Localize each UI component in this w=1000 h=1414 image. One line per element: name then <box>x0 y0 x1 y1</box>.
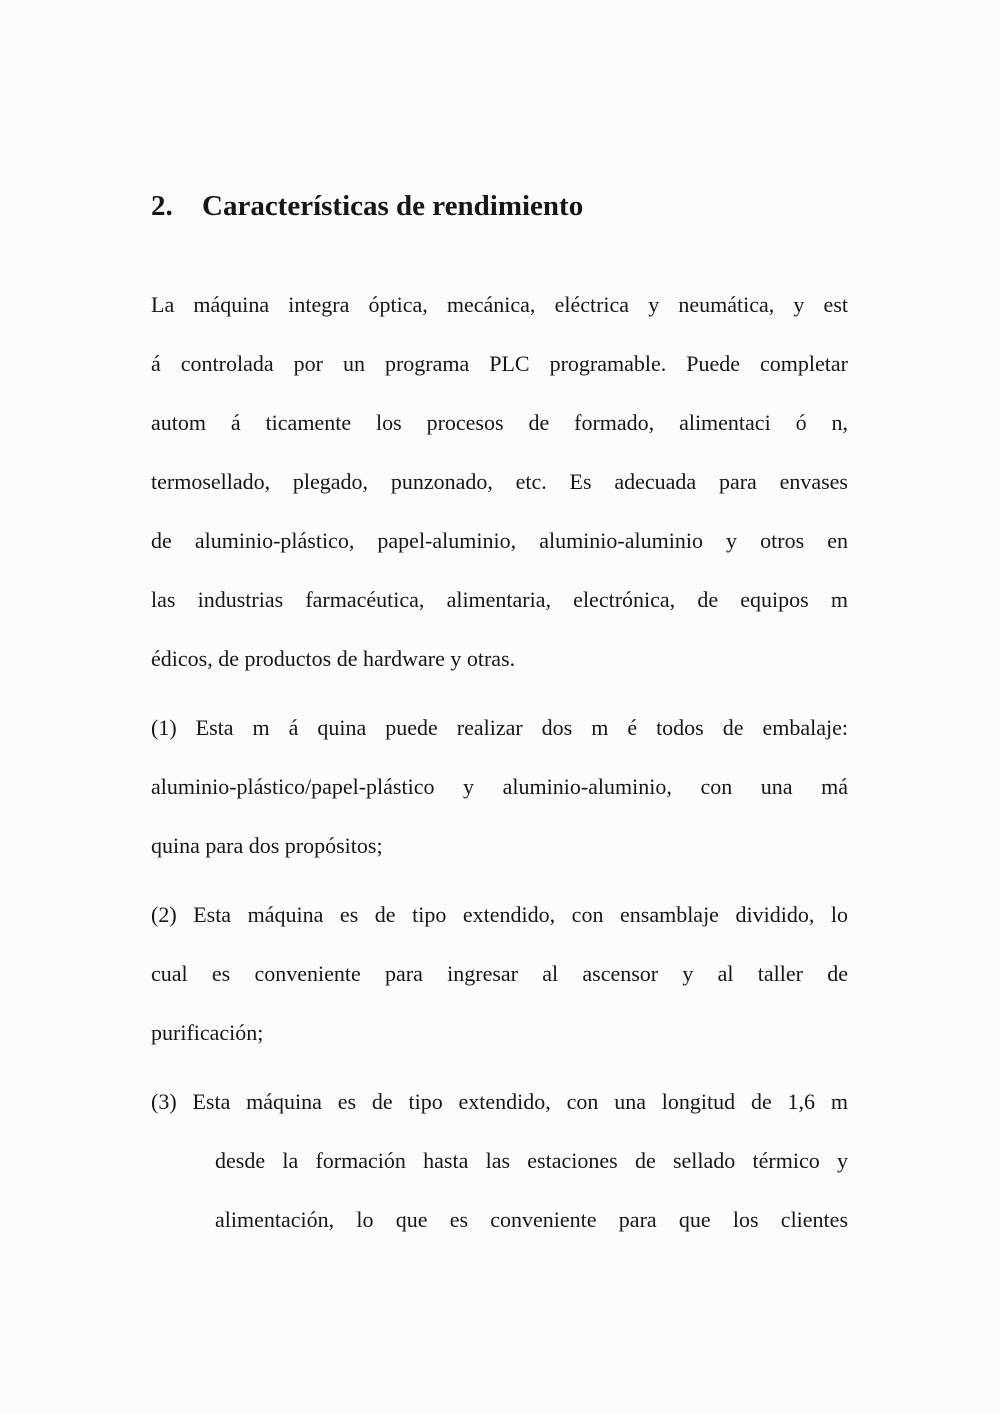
text-line: de aluminio-plástico, papel-aluminio, aluminio-aluminio y otros en <box>151 528 848 553</box>
text-line: édicos, de productos de hardware y otras. <box>151 646 516 671</box>
text-line: purificación; <box>151 1020 264 1045</box>
section-title: Características de rendimiento <box>202 190 584 222</box>
text-line: cual es conveniente para ingresar al ascensor y al taller de <box>151 961 848 986</box>
text-line: quina para dos propósitos; <box>151 833 383 858</box>
text-line: las industrias farmacéutica, alimentaria, electrónica, de equipos m <box>151 587 848 612</box>
text-line: autom á ticamente los procesos de formado, alimentaci ó n, <box>151 410 848 435</box>
text-line: aluminio-plástico/papel-plástico y aluminio-aluminio, con una má <box>151 774 848 799</box>
text-line: alimentación, lo que es conveniente para que los clientes <box>215 1207 848 1232</box>
section-number: 2. <box>151 190 173 222</box>
text-line: (1) Esta m á quina puede realizar dos m é todos de embalaje: <box>151 715 848 740</box>
section-heading <box>151 187 848 225</box>
text-line: termosellado, plegado, punzonado, etc. Es adecuada para envases <box>151 469 848 494</box>
text-line: (3) Esta máquina es de tipo extendido, con una longitud de 1,6 m <box>151 1089 848 1114</box>
text-line: La máquina integra óptica, mecánica, eléctrica y neumática, y est <box>151 292 848 317</box>
text-line: á controlada por un programa PLC programable. Puede completar <box>151 351 848 376</box>
paragraph-item-3 <box>151 1072 848 1249</box>
paragraph-intro <box>151 275 848 688</box>
paragraph-item-1 <box>151 698 848 875</box>
paragraph-item-2 <box>151 885 848 1062</box>
text-line: desde la formación hasta las estaciones de sellado térmico y <box>215 1148 848 1173</box>
text-line: (2) Esta máquina es de tipo extendido, con ensamblaje dividido, lo <box>151 902 848 927</box>
